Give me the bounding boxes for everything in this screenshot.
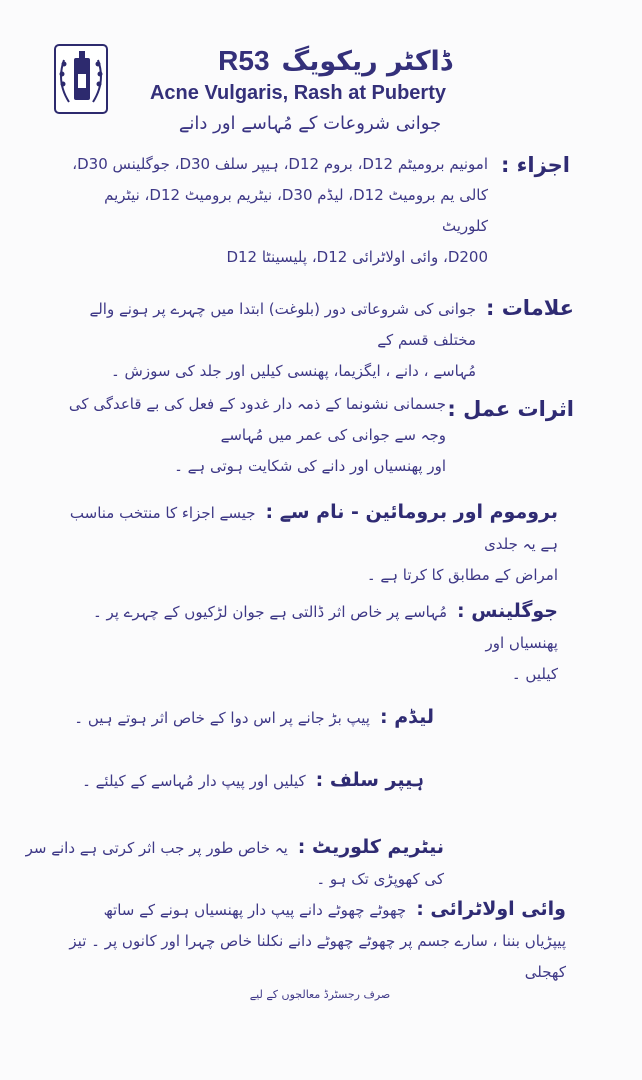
effects-text <box>66 389 446 482</box>
juglans-text <box>58 596 558 690</box>
ingredients-line-3: D200، وائی اولاٹرائی D12، پلیسینٹا D12 <box>226 248 488 266</box>
symptoms-section <box>0 290 642 380</box>
juglans-line-1: مُہاسے پر خاص اثر ڈالتی ہے جوان لڑکیوں کے چہرے پر ۔ پھنسیاں اور <box>92 603 558 652</box>
effects-line-2: اور پھنسیاں اور دانے کی شکایت ہوتی ہے ۔ <box>174 457 446 475</box>
medicine-bottle-laurel-logo <box>54 44 108 114</box>
symptoms-line-1: جوانی کی شروعاتی دور (بلوغت) ابتدا میں چہرے پر ہونے والے مختلف قسم کے <box>89 300 476 349</box>
ledum-text <box>54 702 434 734</box>
juglans-heading: جوگلینس : <box>457 600 558 622</box>
viola-line-1: چھوٹے چھوٹے دانے پیپ دار پھنسیاں ہونے کے ساتھ <box>103 901 407 919</box>
ingredients-line-2: کالی یم برومیٹ D12، لیڈم D30، نیٹریم برومیٹ D12، نیٹریم کلوریٹ <box>104 186 488 235</box>
natrum-text <box>24 832 444 895</box>
effects-label: اثرات عمل : <box>447 397 574 421</box>
footer-note: صرف رجسٹرڈ معالجوں کے لیے <box>249 988 391 1001</box>
viola-heading: وائی اولاٹرائی : <box>416 898 566 920</box>
symptoms-line-2: مُہاسے ، دانے ، ایگزیما، پھنسی کیلیں اور جلد کی سوزش ۔ <box>110 362 476 380</box>
effects-line-1: جسمانی نشونما کے ذمہ دار غدود کے فعل کی بے قاعدگی کی وجہ سے جوانی کی عمر میں مُہاسے <box>68 395 446 444</box>
natrum-heading: نیٹریم کلوریٹ : <box>297 836 444 858</box>
bromum-section <box>0 497 642 584</box>
bromum-line-2: امراض کے مطابق کا کرتا ہے ۔ <box>366 566 558 584</box>
hepar-heading: ہیپر سلف : <box>315 769 424 791</box>
symptoms-text <box>66 294 476 387</box>
ingredients-label: اجزاء : <box>500 153 570 177</box>
ledum-heading: لیڈم : <box>379 706 434 728</box>
effects-section <box>0 385 642 475</box>
bromum-text <box>58 497 558 591</box>
hepar-line-1: کیلیں اور پیپ دار مُہاسے کے کیلئے ۔ <box>82 772 306 790</box>
ledum-section <box>0 702 642 738</box>
ingredients-text <box>58 149 488 273</box>
symptoms-label: علامات : <box>486 296 574 320</box>
english-subtitle: Acne Vulgaris, Rash at Puberty <box>149 82 446 104</box>
logo-graphic <box>56 46 106 112</box>
viola-section <box>0 894 642 981</box>
bromum-heading: بروموم اور برومائین - نام سے : <box>265 501 558 523</box>
viola-text <box>26 894 566 988</box>
bromum-line-1: جیسے اجزاء کا منتخب مناسب ہے یہ جلدی <box>69 504 558 553</box>
ingredients-line-1: امونیم برومیٹم D12، بروم D12، ہیپر سلف D30، جوگلینس D30، <box>72 155 488 173</box>
ledum-line-1: پیپ بڑ جانے پر اس دوا کے خاص اثر ہوتے ہیں ۔ <box>74 709 370 727</box>
juglans-section <box>0 596 642 683</box>
urdu-subtitle: جوانی شروعات کے مُہاسے اور دانے <box>178 113 442 134</box>
product-code: R53 <box>218 45 270 76</box>
viola-line-2: پیپڑیاں بننا ، سارے جسم پر چھوٹے چھوٹے دانے نکلنا خاص چہرا اور کانوں پر ۔ تیز کھجلی <box>69 932 566 981</box>
urdu-brand-title: ڈاکٹر ریکویگ <box>281 45 452 77</box>
hepar-text <box>64 765 424 797</box>
natrum-line-1: یہ خاص طور پر جب اثر کرتی ہے دانے سر کی کھوپڑی تک ہو ۔ <box>25 839 444 888</box>
product-title <box>170 40 500 82</box>
juglans-line-2: کیلیں ۔ <box>511 665 558 683</box>
hepar-section <box>0 765 642 801</box>
natrum-section <box>0 832 642 888</box>
ingredients-section <box>0 145 642 265</box>
